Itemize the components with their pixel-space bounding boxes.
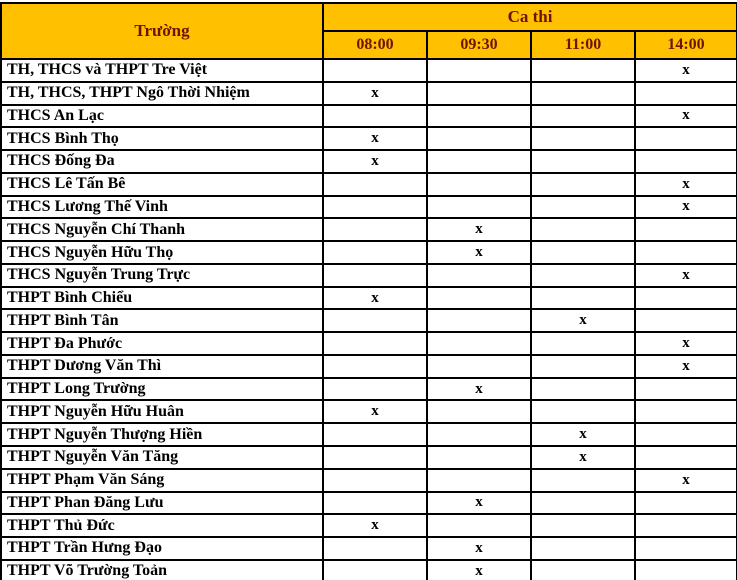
session-empty-cell [635, 492, 737, 515]
session-empty-cell [323, 105, 427, 128]
session-mark-cell: x [323, 150, 427, 173]
table-row [1, 309, 737, 332]
school-name-cell: THPT Dương Văn Thì [1, 355, 323, 378]
session-empty-cell [427, 59, 531, 82]
session-mark-cell: x [635, 355, 737, 378]
session-empty-cell [427, 423, 531, 446]
session-empty-cell [427, 150, 531, 173]
session-empty-cell [323, 492, 427, 515]
time-column-header-1100: 11:00 [531, 31, 635, 59]
table-header [1, 3, 737, 59]
session-empty-cell [531, 492, 635, 515]
session-empty-cell [531, 514, 635, 537]
table-row [1, 492, 737, 515]
session-group-header: Ca thi [323, 3, 737, 31]
session-empty-cell [635, 514, 737, 537]
session-empty-cell [531, 355, 635, 378]
session-empty-cell [635, 378, 737, 401]
session-mark-cell: x [427, 241, 531, 264]
table-row [1, 287, 737, 310]
session-empty-cell [323, 423, 427, 446]
table-row [1, 469, 737, 492]
table-body [1, 59, 737, 580]
session-mark-cell: x [635, 59, 737, 82]
session-empty-cell [323, 59, 427, 82]
session-empty-cell [427, 446, 531, 469]
session-empty-cell [427, 400, 531, 423]
session-empty-cell [531, 469, 635, 492]
session-empty-cell [427, 287, 531, 310]
time-column-header-1400: 14:00 [635, 31, 737, 59]
session-empty-cell [635, 400, 737, 423]
session-empty-cell [531, 287, 635, 310]
session-empty-cell [427, 105, 531, 128]
school-name-cell: THPT Trần Hưng Đạo [1, 537, 323, 560]
table-row [1, 423, 737, 446]
session-mark-cell: x [427, 537, 531, 560]
school-name-cell: THCS Nguyễn Hữu Thọ [1, 241, 323, 264]
session-empty-cell [531, 196, 635, 219]
session-empty-cell [323, 196, 427, 219]
session-empty-cell [635, 150, 737, 173]
session-empty-cell [531, 241, 635, 264]
school-name-cell: THPT Phạm Văn Sáng [1, 469, 323, 492]
table-row [1, 264, 737, 287]
session-mark-cell: x [635, 264, 737, 287]
session-empty-cell [635, 446, 737, 469]
session-empty-cell [531, 173, 635, 196]
session-empty-cell [427, 469, 531, 492]
school-name-cell: THPT Võ Trường Toản [1, 560, 323, 580]
session-empty-cell [323, 469, 427, 492]
school-name-cell: THPT Phan Đăng Lưu [1, 492, 323, 515]
session-empty-cell [635, 287, 737, 310]
session-empty-cell [531, 400, 635, 423]
session-empty-cell [635, 127, 737, 150]
school-name-cell: THCS Nguyễn Chí Thanh [1, 218, 323, 241]
session-empty-cell [427, 82, 531, 105]
school-name-cell: THPT Thủ Đức [1, 514, 323, 537]
session-mark-cell: x [635, 332, 737, 355]
session-mark-cell: x [427, 560, 531, 580]
time-column-header-0800: 08:00 [323, 31, 427, 59]
table-row [1, 59, 737, 82]
table-row [1, 514, 737, 537]
session-empty-cell [531, 537, 635, 560]
session-empty-cell [323, 560, 427, 580]
table-row [1, 196, 737, 219]
session-mark-cell: x [323, 287, 427, 310]
table-row [1, 105, 737, 128]
session-empty-cell [427, 196, 531, 219]
school-column-header: Trường [1, 3, 323, 59]
school-name-cell: THPT Nguyễn Văn Tăng [1, 446, 323, 469]
header-row-top [1, 3, 737, 31]
school-name-cell: THCS Lương Thế Vinh [1, 196, 323, 219]
session-mark-cell: x [323, 127, 427, 150]
session-empty-cell [323, 241, 427, 264]
table-row [1, 150, 737, 173]
table-row [1, 332, 737, 355]
session-empty-cell [427, 127, 531, 150]
time-column-header-0930: 09:30 [427, 31, 531, 59]
table-row [1, 127, 737, 150]
school-name-cell: THCS Đống Đa [1, 150, 323, 173]
school-name-cell: THCS Bình Thọ [1, 127, 323, 150]
session-empty-cell [323, 264, 427, 287]
session-empty-cell [323, 218, 427, 241]
session-empty-cell [323, 446, 427, 469]
session-empty-cell [531, 105, 635, 128]
table-row [1, 446, 737, 469]
session-empty-cell [323, 173, 427, 196]
table-row [1, 241, 737, 264]
session-empty-cell [635, 82, 737, 105]
school-name-cell: TH, THCS và THPT Tre Việt [1, 59, 323, 82]
session-empty-cell [427, 332, 531, 355]
session-mark-cell: x [531, 446, 635, 469]
session-empty-cell [531, 332, 635, 355]
session-mark-cell: x [323, 400, 427, 423]
school-name-cell: THPT Nguyễn Thượng Hiền [1, 423, 323, 446]
session-empty-cell [531, 150, 635, 173]
session-empty-cell [635, 423, 737, 446]
session-mark-cell: x [635, 196, 737, 219]
session-empty-cell [323, 537, 427, 560]
session-empty-cell [323, 332, 427, 355]
session-mark-cell: x [427, 218, 531, 241]
table-row [1, 560, 737, 580]
session-mark-cell: x [531, 309, 635, 332]
table-row [1, 82, 737, 105]
session-empty-cell [531, 127, 635, 150]
table-row [1, 355, 737, 378]
table-row [1, 378, 737, 401]
session-empty-cell [323, 309, 427, 332]
school-name-cell: THCS Lê Tấn Bê [1, 173, 323, 196]
table-row [1, 218, 737, 241]
session-empty-cell [635, 218, 737, 241]
session-empty-cell [427, 173, 531, 196]
session-empty-cell [635, 560, 737, 580]
session-empty-cell [635, 537, 737, 560]
session-mark-cell: x [635, 173, 737, 196]
school-name-cell: TH, THCS, THPT Ngô Thời Nhiệm [1, 82, 323, 105]
session-empty-cell [531, 264, 635, 287]
table-row [1, 400, 737, 423]
session-empty-cell [531, 378, 635, 401]
session-empty-cell [531, 59, 635, 82]
session-empty-cell [427, 309, 531, 332]
session-empty-cell [531, 82, 635, 105]
table-row [1, 173, 737, 196]
session-empty-cell [531, 560, 635, 580]
session-mark-cell: x [323, 82, 427, 105]
school-name-cell: THCS Nguyễn Trung Trực [1, 264, 323, 287]
session-empty-cell [427, 514, 531, 537]
session-empty-cell [323, 378, 427, 401]
school-name-cell: THPT Bình Chiểu [1, 287, 323, 310]
session-empty-cell [427, 355, 531, 378]
school-name-cell: THPT Bình Tân [1, 309, 323, 332]
session-mark-cell: x [531, 423, 635, 446]
session-mark-cell: x [635, 469, 737, 492]
session-mark-cell: x [323, 514, 427, 537]
school-name-cell: THPT Long Trường [1, 378, 323, 401]
table-row [1, 537, 737, 560]
session-mark-cell: x [635, 105, 737, 128]
session-mark-cell: x [427, 492, 531, 515]
session-empty-cell [531, 218, 635, 241]
exam-schedule-table [0, 2, 737, 580]
school-name-cell: THPT Nguyễn Hữu Huân [1, 400, 323, 423]
school-name-cell: THPT Đa Phước [1, 332, 323, 355]
session-empty-cell [635, 309, 737, 332]
session-mark-cell: x [427, 378, 531, 401]
session-empty-cell [427, 264, 531, 287]
session-empty-cell [635, 241, 737, 264]
school-name-cell: THCS An Lạc [1, 105, 323, 128]
session-empty-cell [323, 355, 427, 378]
